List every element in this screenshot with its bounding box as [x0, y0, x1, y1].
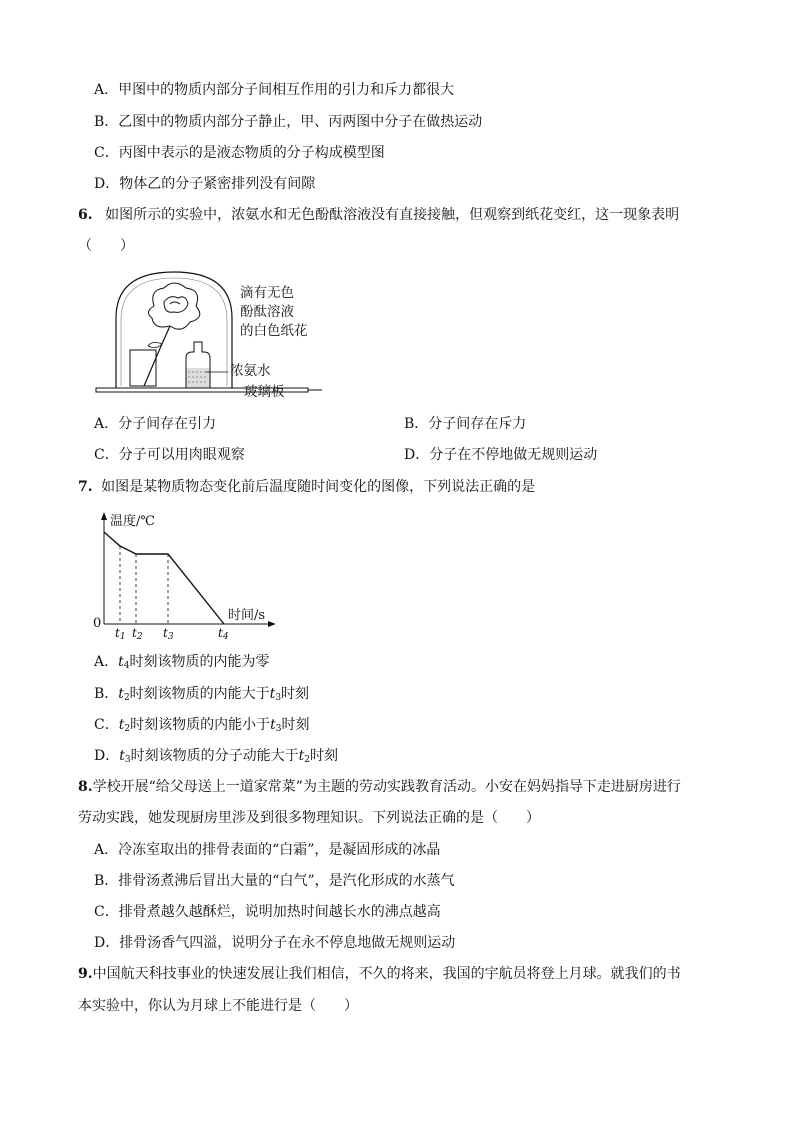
- q9-stem-line1: [78, 964, 681, 984]
- q6-label-line3: 的白色纸花: [240, 323, 308, 339]
- temperature-curve: [104, 532, 224, 624]
- y-axis-arrow: [101, 512, 107, 520]
- q7-a-sub: 4: [123, 661, 130, 671]
- q8-option-c: C．排骨煮越久越酥烂，说明加热时间越长水的沸点越高: [94, 904, 441, 920]
- q7-a-text: 时刻该物质的内能为零: [129, 654, 270, 670]
- q7-ylabel: 温度/℃: [110, 514, 155, 529]
- q9-stem-line2: 本实验中，你认为月球上不能进行是（ ）: [78, 998, 358, 1014]
- q6-figure: [94, 268, 324, 402]
- q6-label-ammonia: 浓氨水: [230, 363, 271, 379]
- q7-tick-t4: $t_4$: [218, 626, 229, 642]
- q7-b-sub: 2: [123, 693, 130, 703]
- q7-c-text2: 时刻: [281, 717, 310, 733]
- q7-d-prefix: D．: [94, 748, 120, 764]
- q6-number: 6.: [78, 207, 93, 223]
- q7-d-sub: 3: [124, 755, 131, 765]
- q7-d-sub2: 2: [304, 755, 310, 765]
- q9-number: 9.: [78, 966, 93, 982]
- q6-label-line1: 滴有无色: [240, 285, 294, 301]
- q7-d-text: 时刻该物质的分子动能大于: [130, 748, 299, 764]
- q7-b-var2: t: [269, 686, 276, 702]
- q5-option-b: B．乙图中的物质内部分子静止，甲、丙两图中分子在做热运动: [94, 114, 483, 130]
- q7-d-text2: 时刻: [309, 748, 338, 764]
- q6-option-c: C．分子可以用肉眼观察: [94, 447, 245, 463]
- q7-b-text: 时刻该物质的内能大于: [129, 686, 270, 702]
- q9-stem-text-1: 中国航天科技事业的快速发展让我们相信，不久的将来，我国的宇航员将登上月球。就我们的书: [92, 966, 681, 982]
- q5-option-a: A．甲图中的物质内部分子间相互作用的引力和斥力都很大: [94, 82, 455, 98]
- q6-option-d: D．分子在不停地做无规则运动: [404, 447, 598, 463]
- q7-option-c: [94, 715, 309, 739]
- q7-tick-t3: $t_3$: [163, 626, 174, 642]
- q5-option-c: C．丙图中表示的是液态物质的分子构成模型图: [94, 145, 385, 161]
- q6-label-line2: 酚酞溶液: [240, 304, 294, 320]
- q7-tick-t1: $t_1$: [115, 626, 126, 642]
- q8-stem-line1: [78, 777, 681, 797]
- q6-stem-text: 如图所示的实验中，浓氨水和无色酚酞溶液没有直接接触，但观察到纸花变红，这一现象表明: [105, 207, 680, 223]
- q7-stem-text: 如图是某物质物态变化前后温度随时间变化的图像，下列说法正确的是: [101, 479, 536, 495]
- q7-option-d: [94, 746, 338, 770]
- q6-paren: （ ）: [78, 238, 134, 254]
- q7-d-var2: t: [298, 748, 305, 764]
- q7-b-var: t: [118, 686, 124, 702]
- q7-chart: [90, 508, 280, 644]
- q7-origin: 0: [93, 616, 102, 631]
- q7-c-sub2: 3: [275, 724, 282, 734]
- q7-a-var: t: [118, 654, 124, 670]
- q7-b-prefix: B．: [94, 686, 119, 702]
- q7-c-var: t: [118, 717, 125, 733]
- q8-stem-text-1: 学校开展“给父母送上一道家常菜”为主题的劳动实践教育活动。小安在妈妈指导下走进厨房进行: [92, 779, 681, 795]
- q7-b-text2: 时刻: [281, 686, 310, 702]
- q6-option-a: A．分子间存在引力: [94, 416, 217, 432]
- q7-number: 7.: [78, 479, 93, 495]
- q6-stem: [78, 205, 679, 225]
- q5-option-d: D．物体乙的分子紧密排列没有间隙: [94, 176, 316, 192]
- q8-number: 8.: [78, 779, 93, 795]
- q7-c-text: 时刻该物质的内能小于: [130, 717, 271, 733]
- q7-b-sub2: 3: [275, 693, 282, 703]
- q6-label-glass: 玻璃板: [244, 384, 285, 400]
- q8-option-b: B．排骨汤煮沸后冒出大量的“白气”，是汽化形成的水蒸气: [94, 873, 455, 889]
- q7-c-prefix: C．: [94, 717, 119, 733]
- q8-stem-line2: 劳动实践，她发现厨房里涉及到很多物理知识。下列说法正确的是（ ）: [78, 810, 540, 826]
- q7-option-a: [94, 652, 270, 676]
- q7-stem: [78, 477, 535, 497]
- q8-option-a: A．冷冻室取出的排骨表面的“白霜”，是凝固形成的冰晶: [94, 842, 441, 858]
- q7-tick-t2: $t_2$: [132, 626, 143, 642]
- q7-d-var: t: [119, 748, 125, 764]
- q7-c-var2: t: [270, 717, 276, 733]
- x-axis-arrow: [268, 621, 276, 627]
- q8-option-d: D．排骨汤香气四溢，说明分子在永不停息地做无规则运动: [94, 935, 456, 951]
- q7-xlabel: 时间/s: [228, 608, 266, 623]
- q7-c-sub: 2: [124, 724, 131, 734]
- q6-option-b: B．分子间存在斥力: [404, 416, 527, 432]
- q7-option-b: [94, 684, 309, 708]
- q7-a-prefix: A．: [94, 654, 119, 670]
